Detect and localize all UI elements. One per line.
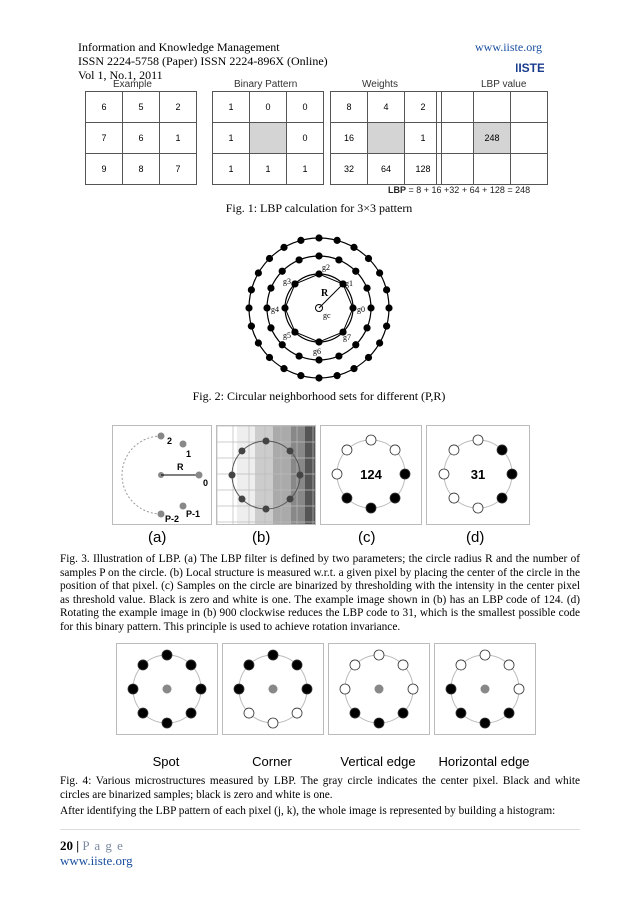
binary-sample-point	[196, 684, 206, 694]
binary-sample-point	[504, 660, 514, 670]
binary-sample-point	[497, 445, 507, 455]
binary-sample-point	[446, 684, 456, 694]
fig2-sample-point	[350, 244, 357, 251]
binary-sample-point	[473, 435, 483, 445]
lbp_value-cell	[437, 123, 474, 154]
fig3b-sample-point	[287, 496, 294, 503]
binary-sample-point	[366, 435, 376, 445]
fig2-sample-point	[280, 244, 287, 251]
lbp-code: 31	[470, 467, 486, 482]
binary-cell: 1	[213, 123, 250, 154]
binary-sample-point	[473, 503, 483, 513]
weights-cell	[368, 123, 405, 154]
fig2-sample-point	[350, 365, 357, 372]
fig3a-label-r: R	[177, 462, 184, 472]
binary-sample-point	[439, 469, 449, 479]
binary-sample-point	[342, 493, 352, 503]
fig3-label-c: (c)	[358, 529, 376, 546]
fig2-sample-point	[363, 324, 370, 331]
lbp_value-cell	[511, 92, 548, 123]
fig2-label-g0: g0	[357, 305, 365, 314]
fig3-label-a: (a)	[148, 529, 167, 546]
binary-sample-point	[350, 660, 360, 670]
fig1-title-lbp: LBP value	[481, 79, 527, 90]
binary-sample-point	[398, 660, 408, 670]
fig2-caption: Fig. 2: Circular neighborhood sets for different (P,R)	[192, 389, 446, 403]
lbp_value-cell: 248	[474, 123, 511, 154]
binary-sample-point	[456, 708, 466, 718]
binary-sample-point	[408, 684, 418, 694]
binary-sample-point	[186, 708, 196, 718]
fig3b-sample-point	[287, 447, 294, 454]
center-pixel-point	[375, 685, 384, 694]
fig2-sample-point	[383, 323, 390, 330]
fig2-sample-point	[385, 304, 392, 311]
binary-sample-point	[268, 718, 278, 728]
weights-cell: 128	[405, 154, 442, 185]
example-cell: 7	[160, 154, 197, 185]
fig3-label-d: (d)	[466, 529, 485, 546]
fig3-panel-b	[216, 425, 316, 525]
fig2-sample-point	[376, 339, 383, 346]
fig3a-label-p1: P-1	[186, 509, 201, 519]
fig3a-label-1: 1	[186, 449, 192, 459]
fig2-sample-point	[297, 237, 304, 244]
lbp_value-cell	[437, 154, 474, 185]
binary-sample-point	[480, 718, 490, 728]
fig4-caption: Fig. 4: Various microstructures measured by LBP. The gray circle indicates the center pixel. Black and white circles are binarized samples; black is zero and white is one.	[60, 775, 580, 801]
fig2-label-gc: gc	[323, 311, 331, 320]
fig3b-gray-column	[237, 426, 255, 524]
fig2-sample-point	[266, 255, 273, 262]
binary-sample-point	[374, 650, 384, 660]
fig2-label-R: R	[321, 288, 329, 299]
footer-divider	[60, 829, 580, 830]
binary-cell: 1	[250, 154, 287, 185]
page-label: P a g e	[82, 838, 124, 853]
fig2-sample-point	[267, 324, 274, 331]
fig3-panel-d	[426, 425, 530, 525]
fig2-sample-point	[365, 255, 372, 262]
example-cell: 8	[123, 154, 160, 185]
fig2-sample-point	[296, 352, 303, 359]
binary-sample-point	[398, 708, 408, 718]
fig2-sample-point	[280, 365, 287, 372]
binary-cell	[250, 123, 287, 154]
binary-sample-point	[162, 650, 172, 660]
weights-cell: 8	[331, 92, 368, 123]
binary-sample-point	[374, 718, 384, 728]
fig2-sample-point	[291, 328, 298, 335]
binary-cell: 1	[213, 92, 250, 123]
fig4-label-corner: Corner	[252, 754, 292, 769]
binary-sample-point	[400, 469, 410, 479]
center-pixel-point	[269, 685, 278, 694]
binary-cell: 1	[287, 154, 324, 185]
fig2-label-g1: g1	[345, 279, 353, 288]
example-cell: 6	[123, 123, 160, 154]
fig2-label-g4: g4	[271, 305, 279, 314]
binary-cell: 0	[287, 123, 324, 154]
weights-cell: 1	[405, 123, 442, 154]
binary-sample-point	[162, 718, 172, 728]
binary-cell: 0	[287, 92, 324, 123]
fig2-sample-point	[255, 339, 262, 346]
weights-cell: 4	[368, 92, 405, 123]
binary-sample-point	[366, 503, 376, 513]
lbp-code: 124	[360, 467, 382, 482]
weights-grid	[330, 91, 442, 185]
fig2-sample-point	[352, 268, 359, 275]
binary-sample-point	[244, 660, 254, 670]
weights-cell: 16	[331, 123, 368, 154]
example-cell: 9	[86, 154, 123, 185]
binary-pattern-grid	[212, 91, 324, 185]
binary-sample-point	[302, 684, 312, 694]
lbp_value-cell	[474, 92, 511, 123]
fig2-sample-point	[352, 341, 359, 348]
binary-sample-point	[340, 684, 350, 694]
fig3b-sample-point	[297, 472, 304, 479]
fig2-sample-point	[266, 354, 273, 361]
fig3a-label-0: 0	[203, 478, 209, 488]
center-pixel-point	[163, 685, 172, 694]
example-cell: 5	[123, 92, 160, 123]
logo-text: IISTE	[516, 61, 544, 75]
fig2-sample-point	[335, 352, 342, 359]
fig3a-label-p2: P-2	[165, 514, 180, 524]
fig3-label-b: (b)	[252, 529, 271, 546]
lbp-value-grid	[436, 91, 548, 185]
binary-sample-point	[138, 660, 148, 670]
example-cell: 2	[160, 92, 197, 123]
fig2-sample-point	[255, 269, 262, 276]
fig2-sample-point	[296, 256, 303, 263]
fig4-label-horizontal-edge: Horizontal edge	[438, 754, 530, 769]
binary-sample-point	[504, 708, 514, 718]
binary-sample-point	[514, 684, 524, 694]
fig3b-sample-point	[263, 438, 270, 445]
example-grid	[85, 91, 197, 185]
binary-sample-point	[449, 493, 459, 503]
binary-sample-point	[507, 469, 517, 479]
lbp_value-cell	[511, 154, 548, 185]
fig4-microstructures	[116, 643, 536, 745]
fig3-panel-c	[320, 425, 422, 525]
body-text: After identifying the LBP pattern of each pixel (j, k), the whole image is represented by building a histogram:	[60, 805, 556, 817]
binary-sample-point	[186, 660, 196, 670]
fig3-caption: Fig. 3. Illustration of LBP. (a) The LBP filter is defined by two parameters; the circle radius R and the number of samples P on the circle. (b) Local structure is measured w.r.t. a given pixel by placing the center of the circle in the position of that pixel. (c) Samples on the circle are binarized by thresholding with the intensity in the center pixel as threshold value. Black is zero and white is one. The example image shown in (b) has an LBP code of 124. (d) Rotating the example image in (b) 900 clockwise reduces the LBP code to 31, which is the smallest possible code for this binary pattern. This principle is used to achieve rotation invariance.	[60, 553, 580, 633]
fig3b-sample-point	[229, 472, 236, 479]
lbp-formula-expression: = 8 + 16 +32 + 64 + 128 = 248	[408, 185, 531, 195]
fig2-sample-point	[315, 234, 322, 241]
fig4-panel-spot	[116, 643, 218, 735]
binary-sample-point	[292, 708, 302, 718]
header-url-link[interactable]: www.iiste.org	[475, 40, 542, 54]
binary-sample-point	[456, 660, 466, 670]
fig2-sample-point	[334, 372, 341, 379]
lbp_value-cell	[437, 92, 474, 123]
fig3-illustration	[112, 425, 530, 545]
fig2-sample-point	[279, 341, 286, 348]
fig2-sample-point	[363, 285, 370, 292]
fig2-sample-point	[315, 374, 322, 381]
fig3-panel-a	[112, 425, 212, 525]
fig2-sample-point	[349, 304, 356, 311]
fig2-label-g2: g2	[322, 263, 330, 272]
lbp-formula-label: LBP	[388, 185, 406, 195]
binary-sample-point	[497, 493, 507, 503]
binary-sample-point	[480, 650, 490, 660]
center-pixel-point	[481, 685, 490, 694]
fig1-title-weights: Weights	[362, 79, 398, 90]
fig2-label-g3: g3	[283, 277, 291, 286]
binary-sample-point	[342, 445, 352, 455]
binary-sample-point	[390, 445, 400, 455]
binary-sample-point	[390, 493, 400, 503]
binary-sample-point	[449, 445, 459, 455]
fig2-sample-point	[383, 286, 390, 293]
fig2-sample-point	[248, 323, 255, 330]
fig2-sample-point	[376, 269, 383, 276]
fig2-sample-point	[297, 372, 304, 379]
fig3b-gray-column	[273, 426, 291, 524]
fig4-panel-corner	[222, 643, 324, 735]
fig3b-sample-point	[263, 506, 270, 513]
fig2-label-g5: g5	[283, 331, 291, 340]
binary-sample-point	[138, 708, 148, 718]
weights-cell: 32	[331, 154, 368, 185]
lbp_value-cell	[511, 123, 548, 154]
binary-sample-point	[234, 684, 244, 694]
binary-sample-point	[350, 708, 360, 718]
fig4-panel-vertical-edge	[328, 643, 430, 735]
journal-title: Information and Knowledge Management	[78, 40, 280, 54]
fig2-sample-point	[315, 356, 322, 363]
fig4-label-spot: Spot	[152, 754, 180, 769]
fig2-sample-point	[365, 354, 372, 361]
fig2-sample-point	[367, 304, 374, 311]
fig3b-sample-point	[238, 447, 245, 454]
footer-url-link[interactable]: www.iiste.org	[60, 853, 133, 868]
lbp-formula	[388, 185, 530, 195]
fig2-circular-neighborhoods	[231, 232, 407, 382]
weights-cell: 64	[368, 154, 405, 185]
page-number: 20	[60, 838, 73, 853]
fig2-sample-point	[315, 252, 322, 259]
fig4-label-vertical-edge: Vertical edge	[340, 754, 416, 769]
fig3b-gray-column	[305, 426, 315, 524]
volume-line: Vol 1, No.1, 2011	[78, 68, 163, 82]
example-cell: 6	[86, 92, 123, 123]
binary-sample-point	[292, 660, 302, 670]
fig3a-label-2: 2	[167, 436, 173, 446]
binary-sample-point	[268, 650, 278, 660]
fig2-sample-point	[248, 286, 255, 293]
fig1-title-binary: Binary Pattern	[234, 79, 298, 90]
binary-sample-point	[244, 708, 254, 718]
issn-line: ISSN 2224-5758 (Paper) ISSN 2224-896X (Online)	[78, 54, 328, 68]
iiste-logo	[516, 55, 544, 77]
fig2-sample-point	[281, 304, 288, 311]
binary-sample-point	[128, 684, 138, 694]
fig2-sample-point	[291, 280, 298, 287]
fig2-label-g6: g6	[313, 347, 321, 356]
fig2-sample-point	[335, 256, 342, 263]
fig1-caption: Fig. 1: LBP calculation for 3×3 pattern	[225, 201, 413, 215]
fig4-panel-horizontal-edge	[434, 643, 536, 735]
lbp_value-cell	[474, 154, 511, 185]
fig1-title-example: Example	[113, 79, 152, 90]
fig2-sample-point	[263, 304, 270, 311]
binary-sample-point	[332, 469, 342, 479]
example-cell: 1	[160, 123, 197, 154]
fig2-sample-point	[334, 237, 341, 244]
fig2-label-g7: g7	[343, 333, 351, 342]
fig2-sample-point	[279, 268, 286, 275]
fig2-sample-point	[245, 304, 252, 311]
example-cell: 7	[86, 123, 123, 154]
weights-cell: 2	[405, 92, 442, 123]
binary-cell: 0	[250, 92, 287, 123]
footer-page: 20 | P a g e	[60, 838, 124, 853]
fig2-sample-point	[315, 338, 322, 345]
fig3b-sample-point	[238, 496, 245, 503]
fig2-sample-point	[267, 285, 274, 292]
binary-cell: 1	[213, 154, 250, 185]
